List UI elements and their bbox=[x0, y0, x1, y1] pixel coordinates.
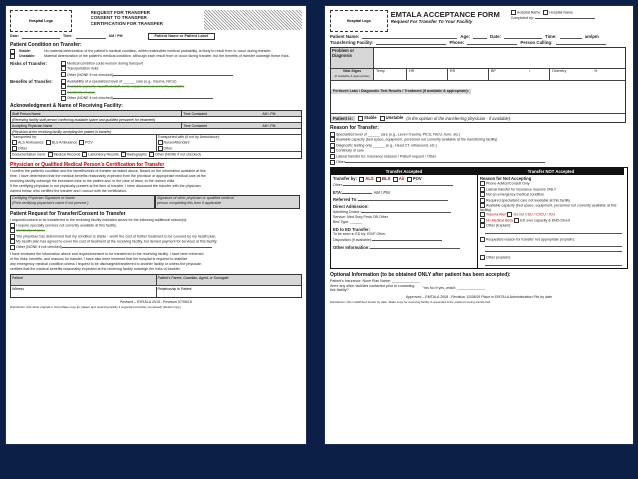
vitals-label: Vital Signs bbox=[342, 69, 362, 73]
risk-item: Transportation risks bbox=[61, 66, 233, 71]
person-calling-field[interactable] bbox=[556, 40, 606, 45]
direct-admission-label: Direct Admission: bbox=[333, 203, 369, 209]
time-field[interactable] bbox=[560, 34, 582, 39]
rr-field[interactable]: RR bbox=[448, 69, 489, 80]
patient-signature-field[interactable]: Patient bbox=[11, 275, 157, 286]
reason-not-item[interactable]: No Medical Beds ED over capacity & EMS Divert bbox=[480, 218, 622, 223]
pertinent-field[interactable] bbox=[331, 81, 625, 114]
benefit-item: Availability of a specialized level of ______ care (e.g., trauma, NICU) bbox=[61, 79, 213, 84]
staff-name-field[interactable]: Staff Person Name bbox=[11, 111, 182, 117]
cert-text-line: time, I have determined that the medical benefits reasonably expected from the provision of appropriate medical care at the bbox=[10, 173, 206, 178]
right-title-block bbox=[391, 10, 508, 24]
unstable-label: Unstable: bbox=[19, 54, 36, 58]
consent-intro: I request/consent to be transferred to the receiving facility indicated above for the following additional reason(s): bbox=[10, 217, 188, 222]
bed-type-row[interactable]: Bed Type: ______ bbox=[333, 219, 363, 224]
temp-field[interactable]: Temp bbox=[374, 69, 407, 80]
title-line-3: CERTIFICATION FOR TRANSFER bbox=[90, 20, 163, 26]
time-contacted-label: Time Contacted bbox=[182, 111, 261, 117]
consent-item: Continuity of care. bbox=[10, 228, 302, 233]
transferring-facility-label: Transferring Facility: bbox=[330, 40, 374, 45]
reason-heading: Reason for Transfer: bbox=[330, 125, 379, 131]
left-footer-distribution: Distribution: File white original in chart Make copy for patient and receiving facility if requested (transfer completed) (Retain copy) bbox=[10, 305, 181, 310]
reason-not-heading: Reason for Not Accepting bbox=[480, 176, 532, 182]
time-label: Time: bbox=[545, 34, 557, 39]
reason-not-item[interactable]: Lateral transfer for insurance reasons ONLY bbox=[480, 187, 622, 192]
ed-heading: ED to ED Transfer: bbox=[333, 226, 370, 232]
time-field[interactable] bbox=[76, 34, 106, 39]
reason-not-item[interactable]: Requested reason for transfer not appropriate (explain): bbox=[480, 237, 622, 242]
transfer-by-row: Transfer by: ALS BLS Air POV bbox=[333, 176, 422, 182]
ack-table bbox=[10, 110, 302, 158]
right-title: EMTALA ACCEPTANCE FORM bbox=[390, 10, 500, 19]
reason-not-item[interactable]: Not an emergency medical condition bbox=[480, 192, 622, 197]
consent-text-line: I have reviewed the information above and request/consent to be transferred to the receiving facility. I have been informed bbox=[10, 252, 204, 257]
reason-item[interactable]: Available capacity (bed space, equipment, personnel not currently available at the transferring facility) bbox=[330, 137, 628, 142]
time-contacted-label: Time Contacted bbox=[182, 123, 261, 129]
witness-signature-field[interactable]: Witness bbox=[11, 287, 157, 297]
time-label: Time: bbox=[63, 34, 73, 38]
signature-table bbox=[10, 274, 302, 298]
date-label: Date: bbox=[490, 34, 502, 39]
left-title bbox=[91, 10, 186, 26]
transferring-facility-field[interactable] bbox=[376, 40, 446, 45]
bp-field[interactable]: BP bbox=[491, 69, 496, 73]
right-footer-distribution: Distribution: File in EMTALA binder by date. Make copy for receiving facility if requested & the patient is being transferred. bbox=[330, 299, 492, 304]
benefits-label: Benefits of Transfer: bbox=[10, 78, 53, 84]
eta-row[interactable]: ETA: AM \ PM bbox=[333, 189, 390, 195]
reason-item[interactable]: Lateral transfer for: Insurance reasons / Patient request / Other bbox=[330, 154, 628, 159]
transport-with-nurse: Nurse/Attendant bbox=[157, 140, 302, 145]
transport-with-other: Other bbox=[157, 146, 302, 151]
ed-seen-row[interactable]: To be seen in ED by: ED/P Other bbox=[333, 231, 386, 236]
reason-not-item[interactable]: Phone Advice/Consult Only bbox=[480, 181, 622, 186]
optional-contacted-question: Were any other facilities contacted prior to contacting this facility? bbox=[330, 283, 415, 293]
clinical-table bbox=[330, 47, 626, 123]
optional-insurance-row[interactable]: Patient's Insurance: None Plan Name: ______________ bbox=[330, 278, 420, 283]
reason-not-item[interactable]: Available capacity (bed space, equipment, personnel not currently available at this facility) bbox=[480, 203, 617, 213]
other-field[interactable]: Other: bbox=[333, 182, 475, 188]
cert-text-line: named below, who certified the transfer and I concur with the certification. bbox=[10, 188, 127, 193]
docs-sent-row: Documentation Sent: Medical Records Laboratory Results Radiographs Other (NONE if not checked) bbox=[11, 151, 301, 157]
hospital-options-row: Hospital Name Hospital Name bbox=[511, 10, 628, 15]
ack-note: (Physician at the receiving facility accepting the patient in transfer) bbox=[11, 129, 301, 135]
risk-item: Other (NONE if not checked) bbox=[61, 72, 233, 78]
left-form-page bbox=[6, 6, 306, 444]
age-field[interactable] bbox=[473, 34, 487, 39]
consent-item: I require specialty services not currently available at this facility. bbox=[10, 223, 302, 228]
benefit-item: Other (NONE if not checked) bbox=[61, 95, 213, 101]
decision-table bbox=[330, 167, 628, 268]
unstable-text: Material deterioration of the patient's medical condition, although each result from or occur during transfer, but the benefits of transfer outweigh these risks. bbox=[44, 54, 290, 58]
reason-item[interactable]: Specialized level of ______ care (e.g., Level I trauma, PICU, NICU, burn, etc.) bbox=[330, 132, 628, 137]
transported-with-label: Transported with (if not by Ambulance): bbox=[157, 135, 220, 140]
date-field[interactable] bbox=[22, 34, 60, 39]
reason-not-item[interactable]: Required specialized care not available at this facility bbox=[480, 198, 622, 203]
reason-item[interactable]: Continuity of care bbox=[330, 148, 628, 153]
benefit-item: Available capacity / qualified staff, beds, equipment not currently available bbox=[61, 84, 213, 89]
accepted-title: Transfer Accepted bbox=[331, 168, 477, 175]
transported-by-label: Transported by: bbox=[12, 135, 38, 140]
patient-label-box[interactable]: Patient Name or Patient Label bbox=[148, 33, 216, 40]
age-label: Age: bbox=[460, 34, 471, 39]
bp-slash: / bbox=[529, 69, 550, 80]
consent-text-line: of the risks, benefits, and reasons for transfer. I have also been informed that the hospital is required to stabilize bbox=[10, 257, 188, 262]
reason-not-item[interactable]: Other (Explain): bbox=[480, 223, 622, 228]
vitals-sub: (if available & appropriate) bbox=[334, 74, 370, 78]
date-field[interactable] bbox=[504, 34, 542, 39]
cert-text-line: If the certifying physician is not physically present at the time of transfer, I have discussed the transfer with the physician bbox=[10, 183, 201, 188]
oximetry-field[interactable]: Oximetry bbox=[552, 69, 567, 73]
title-line-1: REQUEST FOR TRANSFER bbox=[90, 10, 150, 15]
right-hospital-logo-box bbox=[330, 10, 388, 32]
stable-text: No material deterioration of the patient's medical condition, within reasonable medical probability, is likely to result from or occur during transfer. bbox=[44, 49, 272, 53]
consent-item: The physician has determined that my condition is stable - worth the cost of further treatment to be covered by my health plan. bbox=[10, 234, 302, 239]
patient-name-label: Patient Name: bbox=[330, 34, 360, 39]
ampm-label: AM \ PM bbox=[261, 111, 301, 117]
ampm-label: am\pm bbox=[584, 34, 599, 39]
risk-item: Medical condition could worsen during transport bbox=[61, 61, 233, 66]
accepting-physician-field[interactable]: Accepting Physician Name bbox=[11, 123, 182, 129]
benefit-item: Continuity of care bbox=[61, 90, 213, 95]
phone-label: Phone: bbox=[449, 40, 465, 45]
ack-heading: Acknowledgment & Name of Receiving Facility: bbox=[10, 103, 123, 110]
reason-not-item[interactable]: Other (explain): bbox=[480, 255, 622, 260]
unstable-option[interactable]: Unstable bbox=[380, 115, 404, 120]
unstable-checkbox[interactable] bbox=[10, 54, 15, 59]
completed-by-row: Completed by: bbox=[511, 15, 628, 21]
referred-to-row[interactable]: Referred To: bbox=[333, 197, 475, 202]
problem-field[interactable] bbox=[374, 48, 625, 68]
problem-label: Problem or bbox=[332, 48, 355, 53]
consent-text-line: certifies that the medical benefits reasonably expected at the receiving facility outweigh the risks of transfer. bbox=[10, 267, 181, 272]
oximetry-percent: % bbox=[594, 69, 598, 73]
relationship-field[interactable]: Relationship to Patient bbox=[157, 287, 192, 292]
optional-heading: Optional Information (to be obtained ONLY after patient has been accepted): bbox=[330, 271, 511, 278]
ampm-label: AM \ PM bbox=[108, 34, 123, 38]
ampm-label: AM \ PM bbox=[261, 123, 301, 129]
date-label: Date: bbox=[10, 34, 19, 38]
disposition-row[interactable]: Disposition (if available): bbox=[333, 237, 475, 243]
transport-other: Other bbox=[11, 146, 156, 151]
reason-item[interactable]: Other bbox=[330, 159, 628, 165]
person-calling-label: Person Calling: bbox=[520, 40, 553, 45]
other-signature-box[interactable]: Signature of other physician or qualified medical person completing this form if applicable bbox=[155, 195, 300, 209]
title-line-2: CONSENT TO TRANSFER bbox=[90, 15, 147, 21]
cert-signature-box[interactable]: Certifying Physician Signature or Name (Print certifying physician's name if not present ) bbox=[10, 195, 155, 209]
other-info-row[interactable]: Other Information: bbox=[333, 245, 475, 250]
stable-label: Stable: bbox=[19, 49, 31, 53]
opinion-note: (in the opinion of the transferring physician - if available) bbox=[406, 115, 511, 121]
diagnosis-label: Diagnosis bbox=[332, 53, 353, 58]
risks-label: Risks of Transfer: bbox=[10, 61, 48, 66]
optional-contacted-answer[interactable]: Yes No If yes, which: ______________ bbox=[423, 285, 486, 290]
stable-option[interactable]: Stable bbox=[358, 115, 377, 120]
cert-text-line: receiving facility outweigh the increased risks to the patient and, in the case of labor, to the unborn child. bbox=[10, 178, 176, 183]
consent-heading: Patient Request for Transfer/Consent to Transfer bbox=[10, 210, 126, 217]
right-footer: Approved – EMTALA 2008 - Revision 12/08/09 Place in EMTALA Administration File by date bbox=[405, 294, 553, 299]
right-subtitle: Request For Transfer To Your Facility bbox=[390, 19, 473, 24]
right-form-page bbox=[325, 6, 633, 444]
right-hospital-logo-label: Hospital Logo bbox=[346, 19, 371, 23]
hospital-logo-box bbox=[10, 10, 72, 32]
guardian-signature-field[interactable]: Patient's Parent, Guardian, Agent, or Surrogate bbox=[157, 275, 302, 286]
patient-name-field[interactable] bbox=[362, 34, 457, 39]
hr-field[interactable]: HR bbox=[407, 69, 448, 80]
consent-item: Other (NONE if not checked) bbox=[10, 244, 302, 250]
admitting-doctor-row[interactable]: Admitting Doctor: bbox=[333, 209, 475, 215]
transport-options: ALS Ambulance BLS Ambulance POV bbox=[11, 140, 156, 145]
consent-text-line: any emergency medical condition unless I request to be discharged/transferred to another facility or unless the physician bbox=[10, 262, 202, 267]
consent-item: My health plan has agreed to cover the cost of treatment at the receiving facility, but denied payment for services at this facility. bbox=[10, 239, 302, 244]
pertinent-label: Pertinent Labs / Diagnostic Test Results / Treatment (if available & appropriate): bbox=[333, 89, 469, 93]
phone-field[interactable] bbox=[467, 40, 517, 45]
condition-heading: Patient Condition on Transfer: bbox=[10, 42, 82, 48]
service-row[interactable]: Service: Med Surg Peds OB Other bbox=[333, 214, 388, 219]
ack-note: (Receiving facility staff person confirming available space and qualified personnel for treatment) bbox=[11, 117, 301, 123]
reason-item[interactable]: Diagnostic testing only ______ (e.g., Head CT, ultrasound, etc.) bbox=[330, 143, 628, 148]
not-accepted-title: Transfer NOT Accepted bbox=[478, 168, 624, 175]
cert-text-line: I confirm the patient's condition and the benefits/risks of transfer as stated above. Based on the information available at this bbox=[10, 168, 206, 173]
left-footer: Revised – EMTALA 2015 - Revision 07/08/15 bbox=[120, 300, 192, 305]
hospital-options bbox=[511, 10, 628, 21]
hospital-logo-label: Hospital Logo bbox=[29, 19, 53, 23]
reason-not-item[interactable]: Trauma Alert Do not CSU / CSCU / ICU bbox=[480, 212, 622, 217]
patient-is-label: Patient is: bbox=[333, 115, 354, 121]
header-hatch bbox=[204, 10, 302, 30]
cert-heading: Physician or Qualified Medical Person's Certification for Transfer bbox=[10, 161, 165, 168]
